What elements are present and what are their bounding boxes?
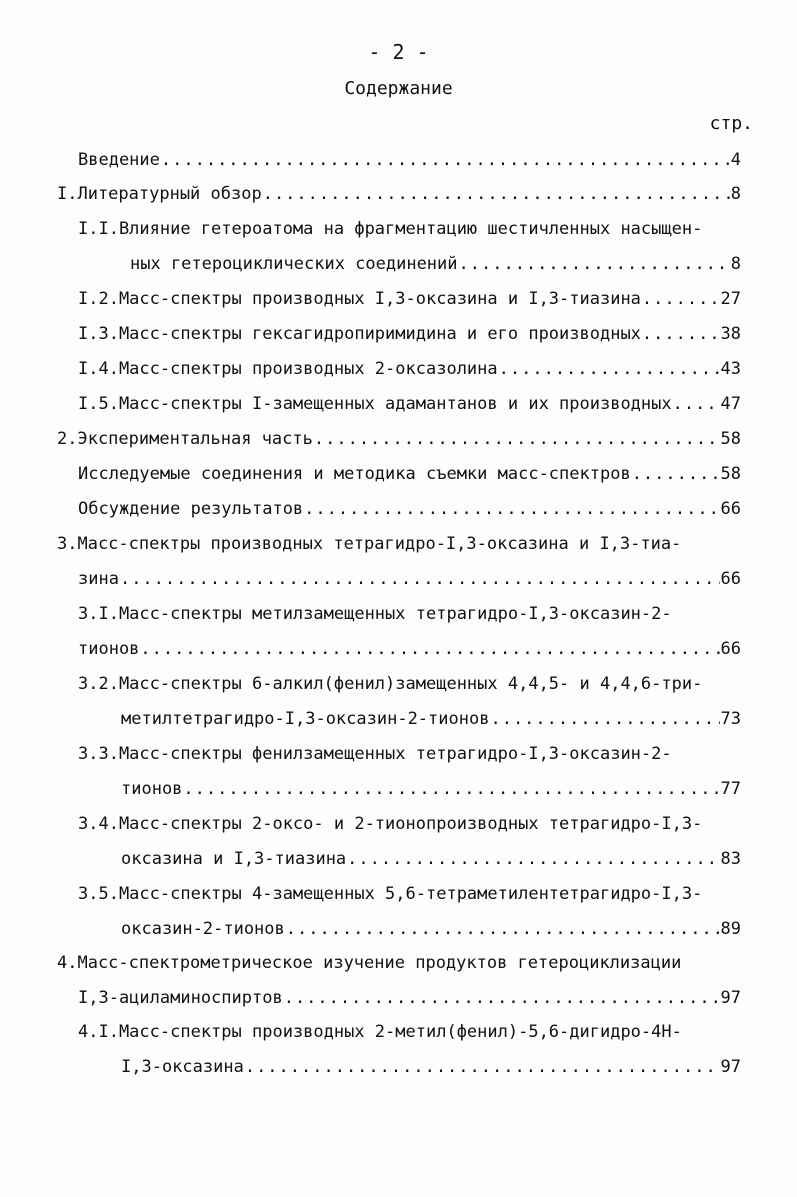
toc-entry xyxy=(78,567,741,591)
toc-entry-title: I.Литературный обзор xyxy=(57,184,262,204)
toc-entry-title-line1: 3.5.Масс-спектры 4-замещенных 5,6-тетраметилентетрагидро-I,3- xyxy=(78,884,703,904)
toc-entry xyxy=(78,148,741,172)
leader-dots xyxy=(642,322,720,346)
leader-dots xyxy=(245,1055,720,1079)
page-number: - 2 - xyxy=(368,40,429,64)
leader-dots xyxy=(347,847,719,871)
toc-entry-title-line1: 4.Масс-спектрометрическое изучение продуктов гетероциклизации xyxy=(57,953,682,973)
toc-entry-title-line1: 4.I.Масс-спектры производных 2-метил(фенил)-5,6-дигидро-4Н- xyxy=(78,1022,682,1042)
leader-dots xyxy=(490,707,719,731)
leader-dots xyxy=(459,252,730,276)
toc-entry xyxy=(121,707,741,731)
leader-dots xyxy=(499,357,720,381)
leader-dots xyxy=(161,148,730,172)
toc-entry-page: 66 xyxy=(720,569,741,589)
toc-entry-title-line1: I.I.Влияние гетероатома на фрагментацию шестичленных насыщен- xyxy=(78,219,703,239)
toc-entry-page: 89 xyxy=(720,919,741,939)
leader-dots xyxy=(140,637,719,661)
toc-entry-page: 77 xyxy=(720,779,741,799)
toc-entry-title: Введение xyxy=(78,150,160,170)
toc-entry-title: Обсуждение результатов xyxy=(78,499,304,519)
toc-entry-title: метилтетрагидро-I,3-оксазин-2-тионов xyxy=(121,709,490,729)
toc-entry-page: 47 xyxy=(720,394,741,414)
toc-entry xyxy=(121,847,741,871)
toc-entry xyxy=(78,392,741,416)
toc-entry-page: 97 xyxy=(720,988,741,1008)
toc-entry xyxy=(78,637,741,661)
toc-entry-page: 58 xyxy=(720,464,741,484)
leader-dots xyxy=(284,986,720,1010)
toc-entry xyxy=(78,462,741,486)
leader-dots xyxy=(120,567,720,591)
toc-entry-title: I,3-оксазина xyxy=(121,1057,244,1077)
toc-entry-title: 2.Экспериментальная часть xyxy=(57,429,313,449)
leader-dots xyxy=(642,287,720,311)
toc-entry-title: тионов xyxy=(78,639,140,659)
toc-entry-title-line1: 3.3.Масс-спектры фенилзамещенных тетрагидро-I,3-оксазин-2- xyxy=(78,744,672,764)
toc-entry xyxy=(78,322,741,346)
toc-entry xyxy=(121,1055,741,1079)
toc-entry-page: 66 xyxy=(720,499,741,519)
toc-entry-title: оксазин-2-тионов xyxy=(121,919,285,939)
toc-entry xyxy=(78,357,741,381)
leader-dots xyxy=(263,182,730,206)
toc-entry-page: 66 xyxy=(720,639,741,659)
toc-entry-page: 38 xyxy=(720,324,741,344)
toc-entry-page: 4 xyxy=(730,150,741,170)
toc-entry-page: 58 xyxy=(720,429,741,449)
toc-entry xyxy=(78,287,741,311)
toc-entry-page: 97 xyxy=(720,1057,741,1077)
toc-entry-title: Исследуемые соединения и методика съемки масс-спектров xyxy=(78,464,631,484)
leader-dots xyxy=(673,392,720,416)
toc-entry-title: оксазина и I,3-тиазина xyxy=(121,849,347,869)
toc-entry-title: I.2.Масс-спектры производных I,3-оксазина и I,3-тиазина xyxy=(78,289,641,309)
leader-dots xyxy=(632,462,720,486)
toc-entry xyxy=(57,427,741,451)
leader-dots xyxy=(304,497,719,521)
toc-entry-page: 83 xyxy=(720,849,741,869)
page-column-label: стр. xyxy=(709,113,753,134)
toc-entry-title: I.3.Масс-спектры гексагидропиримидина и его производных xyxy=(78,324,641,344)
toc-entry-title: I.5.Масс-спектры I-замещенных адамантанов и их производных xyxy=(78,394,672,414)
toc-entry-title-line1: 3.Масс-спектры производных тетрагидро-I,3-оксазина и I,3-тиа- xyxy=(57,534,682,554)
toc-entry-page: 8 xyxy=(730,184,741,204)
leader-dots xyxy=(314,427,720,451)
toc-entry-title: I.4.Масс-спектры производных 2-оксазолина xyxy=(78,359,498,379)
leader-dots xyxy=(183,777,719,801)
page-title: Содержание xyxy=(344,78,453,99)
toc-entry-page: 27 xyxy=(720,289,741,309)
toc-entry-title-line1: 3.I.Масс-спектры метилзамещенных тетрагидро-I,3-оксазин-2- xyxy=(78,604,672,624)
toc-entry xyxy=(78,986,741,1010)
toc-entry-title: I,3-ациламиноспиртов xyxy=(78,988,283,1008)
toc-entry-title-line1: 3.2.Масс-спектры 6-алкил(фенил)замещенных 4,4,5- и 4,4,6-три- xyxy=(78,674,703,694)
toc-entry-title: зина xyxy=(78,569,119,589)
toc-entry-title: ных гетероциклических соединений xyxy=(130,254,458,274)
toc-entry xyxy=(78,497,741,521)
leader-dots xyxy=(286,917,720,941)
toc-entry-title-line1: 3.4.Масс-спектры 2-оксо- и 2-тионопроизводных тетрагидро-I,3- xyxy=(78,814,703,834)
toc-entry-page: 73 xyxy=(720,709,741,729)
toc-entry xyxy=(130,252,741,276)
toc-entry xyxy=(57,182,741,206)
toc-entry-page: 8 xyxy=(730,254,741,274)
toc-entry xyxy=(121,777,741,801)
toc-entry-page: 43 xyxy=(720,359,741,379)
toc-entry-title: тионов xyxy=(121,779,183,799)
toc-entry xyxy=(121,917,741,941)
